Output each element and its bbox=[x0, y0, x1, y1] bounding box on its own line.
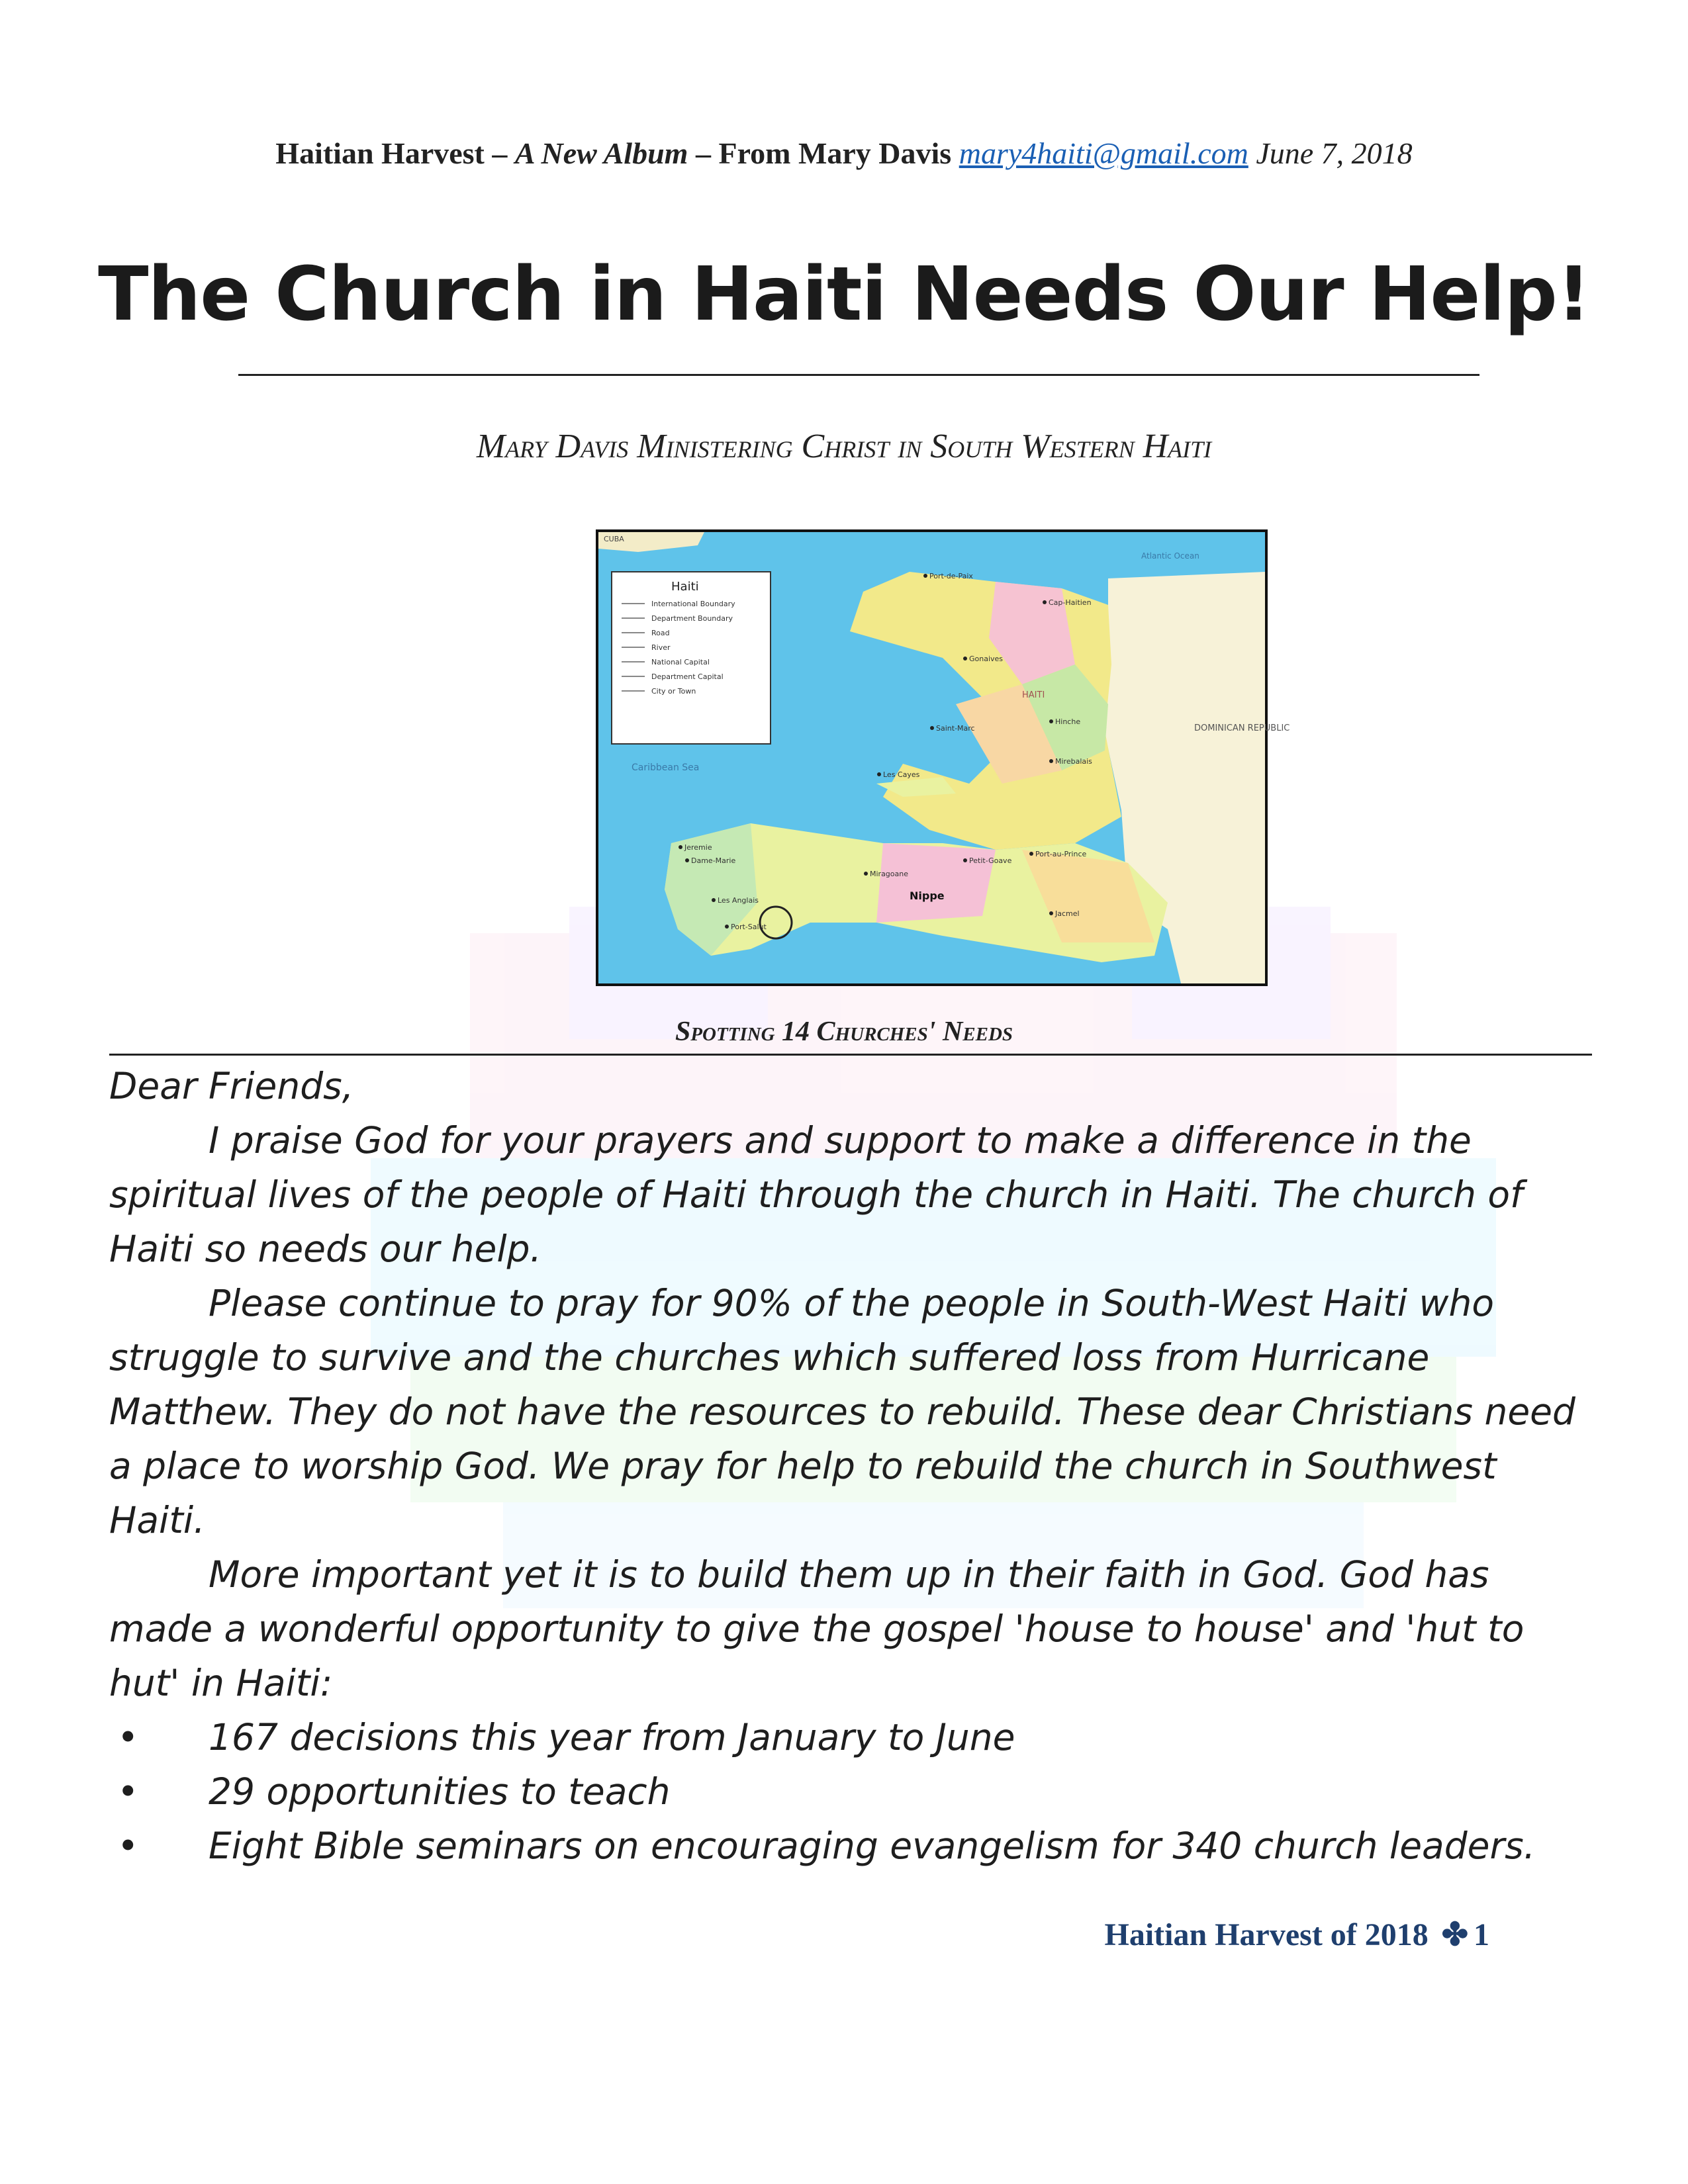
letter-paragraph-3: More important yet it is to build them up in their faith in God. God has made a wonderful opportunity to give the gospel 'house to house' and 'hut to hut' in Haiti: bbox=[109, 1553, 1524, 1704]
city-label: Port-Salut bbox=[731, 923, 767, 931]
map-label-sea: Caribbean Sea bbox=[632, 762, 700, 773]
header-author: – From Mary Davis bbox=[688, 136, 959, 170]
city-label: Cap-Haitien bbox=[1049, 598, 1092, 607]
footer-text: Haitian Harvest of 2018 bbox=[1104, 1917, 1429, 1952]
list-item: • 29 opportunities to teach bbox=[109, 1764, 1592, 1819]
letter-paragraph-2: Please continue to pray for 90% of the people in South-West Haiti who struggle to survive and the churches which suffered loss from Hurricane Matthew. They do not have the resources to rebuild. These dear Christians need a place to worship God. We pray for help to rebuild the church in Southwest Haiti. bbox=[109, 1282, 1575, 1541]
city-label: Port-au-Prince bbox=[1035, 850, 1087, 858]
achievements-list bbox=[109, 1710, 1592, 1873]
page-subtitle: Mary Davis Ministering Christ in South Western Haiti bbox=[476, 428, 1212, 465]
city-label: Les Anglais bbox=[718, 896, 759, 905]
header-album: A New Album bbox=[514, 136, 688, 170]
document-header bbox=[0, 136, 1688, 171]
bullet-icon: • bbox=[117, 1716, 139, 1758]
city-marker bbox=[1029, 852, 1033, 856]
legend-item: River bbox=[651, 643, 671, 652]
city-marker bbox=[864, 872, 868, 876]
bullet-icon: • bbox=[117, 1825, 139, 1867]
city-label: Jeremie bbox=[684, 843, 712, 852]
title-divider bbox=[238, 374, 1479, 376]
page-title: The Church in Haiti Needs Our Help! bbox=[98, 251, 1590, 338]
caption-divider bbox=[109, 1054, 1592, 1056]
city-label: Jacmel bbox=[1055, 909, 1080, 918]
city-label: Les Cayes bbox=[883, 770, 920, 779]
city-marker bbox=[679, 845, 682, 849]
city-label: Dame-Marie bbox=[691, 856, 736, 865]
email-link[interactable]: mary4haiti@gmail.com bbox=[959, 136, 1248, 170]
legend-item: International Boundary bbox=[651, 600, 735, 608]
city-marker bbox=[685, 858, 689, 862]
page-footer bbox=[1105, 1916, 1490, 1953]
footer-ornament-icon: ✤ bbox=[1441, 1917, 1468, 1952]
city-label: Hinche bbox=[1055, 717, 1081, 726]
haiti-map bbox=[596, 529, 1290, 986]
city-marker bbox=[923, 574, 927, 578]
haiti-map-drawing bbox=[598, 532, 1290, 983]
map-label-cuba: CUBA bbox=[604, 535, 624, 543]
map-caption: Spotting 14 Churches' Needs bbox=[675, 1017, 1013, 1047]
city-label: Miragoane bbox=[870, 870, 909, 878]
letter-body bbox=[109, 1059, 1592, 1873]
city-marker bbox=[1049, 719, 1053, 723]
legend-item: Road bbox=[651, 629, 670, 637]
header-publication: Haitian Harvest – bbox=[275, 136, 515, 170]
city-marker bbox=[877, 772, 881, 776]
letter-paragraph-1: I praise God for your prayers and support to make a difference in the spiritual lives of the people of Haiti through the church in Haiti. The church of Haiti so needs our help. bbox=[109, 1119, 1523, 1270]
city-marker bbox=[963, 657, 967, 660]
map-label-ocean: Atlantic Ocean bbox=[1141, 551, 1199, 561]
bullet-icon: • bbox=[117, 1770, 139, 1813]
legend-item: Department Capital bbox=[651, 672, 724, 681]
city-marker bbox=[1049, 911, 1053, 915]
city-marker bbox=[1049, 759, 1053, 763]
city-marker bbox=[1043, 600, 1047, 604]
city-label: Port-de-Paix bbox=[929, 572, 973, 580]
map-handwritten-label: Nippe bbox=[910, 889, 945, 902]
city-marker bbox=[725, 925, 729, 929]
city-label: Petit-Goave bbox=[969, 856, 1012, 865]
legend-item: National Capital bbox=[651, 658, 710, 666]
map-label-country: HAITI bbox=[1022, 690, 1045, 700]
list-item: • 167 decisions this year from January to June bbox=[109, 1710, 1592, 1764]
city-label: Gonaives bbox=[969, 655, 1004, 663]
header-date: June 7, 2018 bbox=[1256, 136, 1413, 170]
letter-greeting: Dear Friends, bbox=[109, 1065, 354, 1107]
city-marker bbox=[930, 726, 934, 730]
legend-item: City or Town bbox=[651, 687, 696, 696]
map-legend-title: Haiti bbox=[671, 580, 699, 594]
city-marker bbox=[712, 898, 716, 902]
city-label: Saint-Marc bbox=[936, 724, 975, 733]
city-label: Mirebalais bbox=[1055, 757, 1092, 766]
map-label-neighbor: DOMINICAN REPUBLIC bbox=[1194, 723, 1290, 733]
list-item: • Eight Bible seminars on encouraging evangelism for 340 church leaders. bbox=[109, 1819, 1592, 1873]
page-number: 1 bbox=[1474, 1917, 1489, 1952]
city-marker bbox=[963, 858, 967, 862]
legend-item: Department Boundary bbox=[651, 614, 733, 623]
